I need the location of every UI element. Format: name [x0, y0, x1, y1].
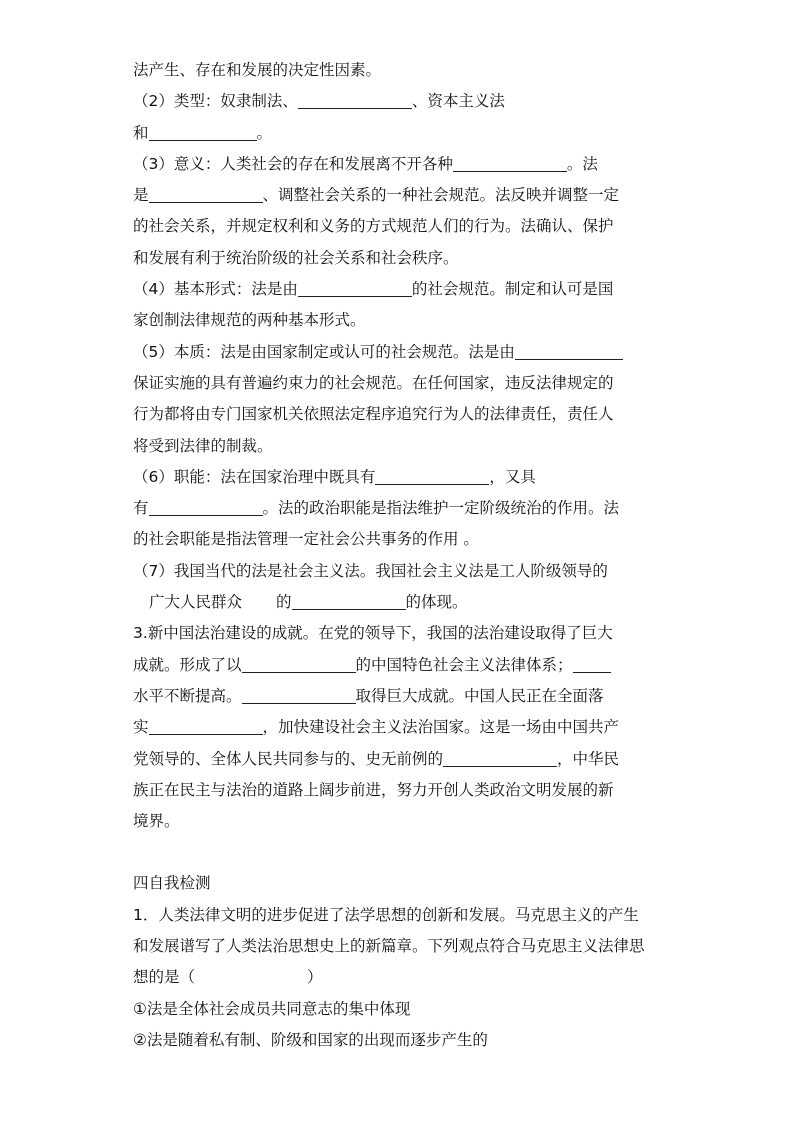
text-line: 族正在民主与法治的道路上阔步前进，努力开创人类政治文明发展的新 — [133, 780, 614, 799]
text-line: 3.新中国法治建设的成就。在党的领导下，我国的法治建设取得了巨大 — [133, 624, 613, 643]
fill-blank[interactable] — [242, 685, 356, 704]
text-line: 和发展有利于统治阶级的社会关系和社会秩序。 — [133, 248, 459, 267]
meaning-line: （3）意义：人类社会的存在和发展离不开各种 。法 — [133, 154, 598, 173]
fill-blank[interactable] — [298, 278, 412, 297]
fill-blank[interactable] — [149, 122, 257, 141]
achievement-line-4: 党领导的、全体人民共同参与的、史无前例的 ，中华民 — [133, 749, 620, 768]
text-line: 的社会职能是指法管理一定社会公共事务的作用 。 — [133, 530, 479, 549]
fill-blank[interactable] — [149, 497, 263, 516]
text-line: 保证实施的具有普遍约束力的社会规范。在任何国家，违反法律规定的 — [133, 373, 614, 392]
question-text: 和发展谱写了人类法治思想史上的新篇章。下列观点符合马克思主义法律思 — [133, 937, 645, 956]
text-line: 行为都将由专门国家机关依照法定程序追究行为人的法律责任，责任人 — [133, 405, 614, 424]
essence-line: （5）本质：法是由国家制定或认可的社会规范。法是由 — [133, 337, 663, 368]
fill-blank[interactable] — [242, 654, 356, 673]
text-line: 法产生、存在和发展的决定性因素。 — [133, 61, 382, 79]
fill-blank[interactable] — [573, 654, 611, 673]
achievement-line-3: 实 ，加快建设社会主义法治国家。这是一场由中国共产 — [133, 718, 620, 737]
types-line-2: 和 。 — [133, 123, 273, 142]
option-1: ①法是全体社会成员共同意志的集中体现 — [133, 999, 411, 1018]
meaning-line-2: 是 、调整社会关系的一种社会规范。法反映并调整一定 — [133, 186, 620, 205]
achievement-line: 成就。形成了以 的中国特色社会主义法律体系； — [133, 650, 663, 681]
fill-blank[interactable] — [443, 748, 557, 767]
question-text: 1．人类法律文明的进步促进了法学思想的创新和发展。马克思主义的产生 — [133, 905, 639, 924]
text-line: 境界。 — [133, 812, 180, 831]
section-heading: 四自我检测 — [133, 874, 211, 893]
fill-blank[interactable] — [515, 341, 623, 360]
function-line: （6）职能：法在国家治理中既具有 ，又具 — [133, 467, 536, 486]
text-line: 将受到法律的制裁。 — [133, 436, 273, 455]
text-line: 家创制法律规范的两种基本形式。 — [133, 311, 366, 330]
fill-blank[interactable] — [292, 591, 406, 610]
fill-blank[interactable] — [453, 153, 567, 172]
socialist-line: 广大人民群众 的 的体现。 — [149, 593, 468, 612]
text-line: （7）我国当代的法是社会主义法。我国社会主义法是工人阶级领导的 — [133, 561, 608, 580]
question-text: 想的是（ ） — [133, 968, 323, 987]
fill-blank[interactable] — [149, 716, 263, 735]
fill-blank[interactable] — [149, 184, 263, 203]
form-line: （4）基本形式：法是由 的社会规范。制定和认可是国 — [133, 280, 614, 299]
fill-blank[interactable] — [375, 466, 489, 485]
achievement-line-2: 水平不断提高。 取得巨大成就。中国人民正在全面落 — [133, 686, 604, 705]
document-page — [133, 55, 663, 1056]
function-line-2: 有 。法的政治职能是指法维护一定阶级统治的作用。法 — [133, 499, 620, 518]
text-line: 的社会关系，并规定权利和义务的方式规范人们的行为。法确认、保护 — [133, 217, 614, 236]
option-2: ②法是随着私有制、阶级和国家的出现而逐步产生的 — [133, 1030, 488, 1049]
fill-blank[interactable] — [298, 90, 412, 109]
types-line: （2）类型：奴隶制法、 、资本主义法 — [133, 92, 505, 111]
